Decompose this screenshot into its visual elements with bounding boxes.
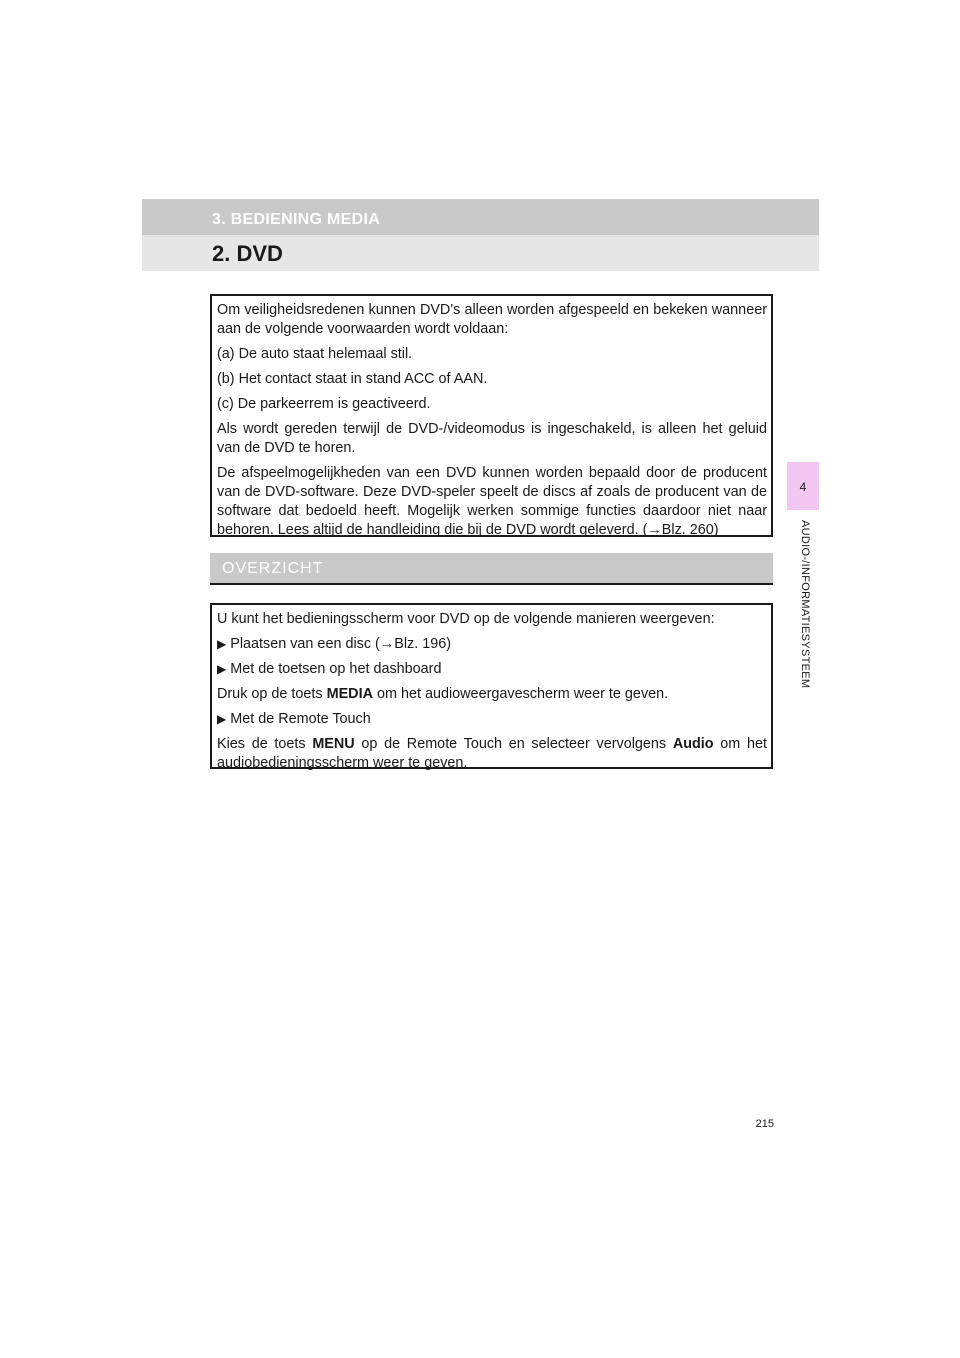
intro-box (210, 294, 773, 537)
section-bar (142, 199, 819, 235)
step-media: Druk op de toets MEDIA om het audioweergavescherm weer te geven. (217, 686, 669, 702)
chapter-tab[interactable] (787, 462, 819, 510)
playback-note: De afspeelmogelijkheden van een DVD kunnen worden bepaald door de producent van de DVD-software. Deze DVD-speler speelt de discs af zoals de producent van de software dat bedoeld heeft. Mogelijk werken sommige functies daardoor niet naar behoren. Lees altijd de handleiding die bij de DVD wordt geleverd. (→Blz. 260) (217, 465, 767, 538)
bullet-remote-touch (217, 710, 767, 729)
overview-heading-bar (210, 553, 773, 585)
overview-heading: OVERZICHT (222, 560, 324, 577)
intro-paragraph: Om veiligheidsredenen kunnen DVD's alleen worden afgespeeld en bekeken wanneer aan de volgende voorwaarden wordt voldaan: (217, 302, 767, 337)
arrow-right-icon: ▶ (217, 637, 227, 651)
header-band (142, 199, 819, 271)
step-menu: Kies de toets MENU op de Remote Touch en selecteer vervolgens Audio om het audiobedieningsscherm weer te geven. (217, 736, 767, 771)
overview-intro: U kunt het bedieningsscherm voor DVD op de volgende manieren weergeven: (217, 611, 715, 627)
bullet-label: Met de toetsen op het dashboard (230, 661, 442, 677)
chapter-title: AUDIO-/INFORMATIESYSTEEM (799, 520, 811, 689)
bullet-insert-disc (217, 635, 767, 654)
menu-key-label: MENU (312, 736, 355, 752)
page-title: 2. DVD (212, 241, 283, 266)
arrow-right-icon: ▶ (217, 662, 227, 676)
driving-note: Als wordt gereden terwijl de DVD-/videomodus is ingeschakeld, is alleen het geluid van de DVD te horen. (217, 421, 767, 456)
audio-key-label: Audio (672, 736, 714, 752)
bullet-label: Met de Remote Touch (230, 711, 371, 727)
bullet-dashboard-keys (217, 660, 767, 679)
media-key-label: MEDIA (326, 686, 373, 702)
condition-a: (a) De auto staat helemaal stil. (217, 346, 413, 362)
overview-box (210, 603, 773, 769)
bullet-label: Plaatsen van een disc (→Blz. 196) (230, 636, 452, 652)
condition-c: (c) De parkeerrem is geactiveerd. (217, 396, 431, 412)
section-label: 3. BEDIENING MEDIA (212, 211, 381, 228)
chapter-number: 4 (799, 480, 807, 494)
page-number: 215 (755, 1118, 774, 1130)
arrow-right-icon: ▶ (217, 712, 227, 726)
condition-b: (b) Het contact staat in stand ACC of AAN. (217, 371, 488, 387)
